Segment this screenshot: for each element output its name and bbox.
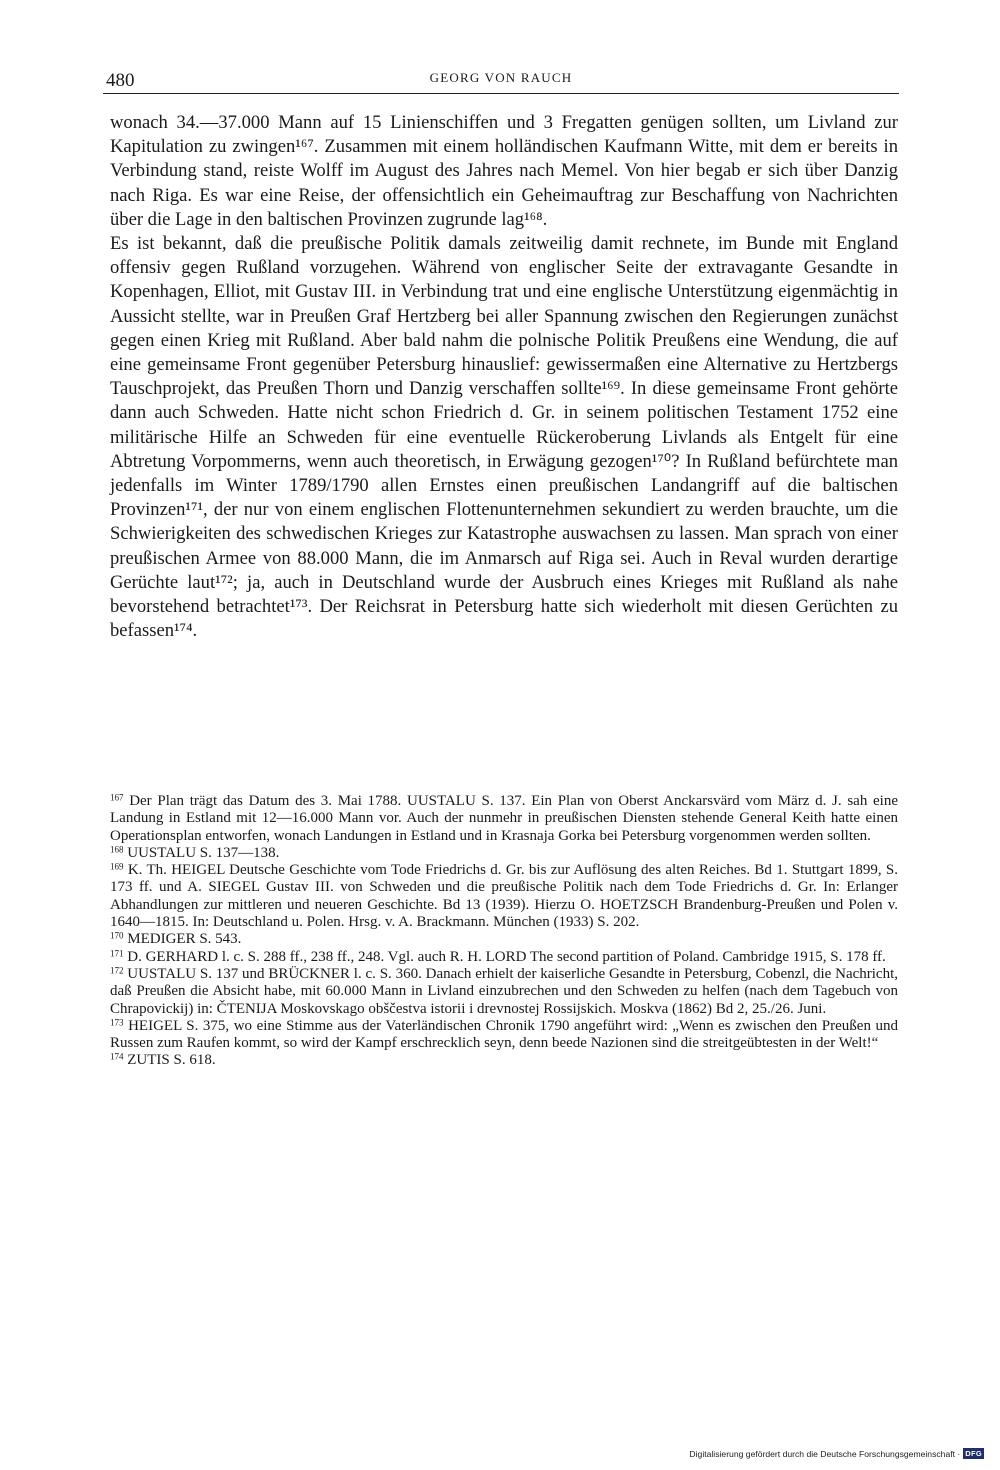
digitization-credit bbox=[689, 1448, 984, 1459]
page-header bbox=[103, 68, 899, 94]
footnote-number: 167 bbox=[110, 792, 124, 803]
footnote bbox=[110, 793, 898, 845]
footnote bbox=[110, 1018, 898, 1053]
footnote bbox=[110, 949, 898, 966]
footnote-number: 173 bbox=[110, 1017, 124, 1028]
footnotes bbox=[110, 793, 898, 1070]
footnote-text: HEIGEL S. 375, wo eine Stimme aus der Vaterländischen Chronik 1790 angeführt wird: „Wenn es zwischen den Preußen und Russen zum Raufen kommt, so wird der Kampf erschrecklich seyn, denn beede Nazionen sind die streitgeübtesten in der Welt!“ bbox=[110, 1017, 899, 1052]
footnote-text: ZUTIS S. 618. bbox=[127, 1052, 216, 1069]
footnote bbox=[110, 1052, 898, 1069]
footnote-number: 171 bbox=[110, 948, 124, 959]
footnote bbox=[110, 931, 898, 948]
footnote-text: UUSTALU S. 137—138. bbox=[127, 844, 280, 861]
footnote-text: UUSTALU S. 137 und BRÜCKNER l. c. S. 360. Danach erhielt der kaiserliche Gesandte in Petersburg, Cobenzl, die Nachricht, daß Preußen die Absicht habe, mit 60.000 Mann in Livland einzubrechen und den Schweden zu helfen (nach dem Tagebuch von Chrapovickij) in: ČTENIJA Moskovskago obščestva istorii i drevnostej Rossijskich. Moskva (1862) Bd 2, 25./26. Juni. bbox=[110, 965, 898, 1017]
footnote bbox=[110, 966, 898, 1018]
header-rule bbox=[103, 93, 899, 94]
body-text bbox=[110, 111, 898, 643]
footnote-number: 170 bbox=[110, 930, 124, 941]
footnote-number: 172 bbox=[110, 965, 124, 976]
footnote-text: Der Plan trägt das Datum des 3. Mai 1788. UUSTALU S. 137. Ein Plan von Oberst Anckarsvärd vom März d. J. sah eine Landung in Estland mit 12—16.000 Mann vor. Auch der nunmehr in preußischen Diensten stehende General Keith hatte einen Operationsplan entworfen, wonach Landungen in Estland und in Krasnaja Gorka bei Petersburg vorgenommen werden sollten. bbox=[110, 793, 898, 844]
footnote-text: MEDIGER S. 543. bbox=[127, 931, 242, 948]
footnote-text: D. GERHARD l. c. S. 288 ff., 238 ff., 248. Vgl. auch R. H. LORD The second partition of Poland. Cambridge 1915, S. 178 ff. bbox=[127, 948, 886, 965]
credit-text: Digitalisierung gefördert durch die Deutsche Forschungsgemeinschaft · bbox=[689, 1448, 961, 1459]
footnote bbox=[110, 845, 898, 862]
page-number: 480 bbox=[106, 70, 135, 91]
running-head: GEORG VON RAUCH bbox=[429, 70, 573, 85]
footnote-number: 174 bbox=[110, 1051, 124, 1062]
footnote-text: K. Th. HEIGEL Deutsche Geschichte vom Tode Friedrichs d. Gr. bis zur Auflösung des alten Reiches. Bd 1. Stuttgart 1899, S. 173 ff. und A. SIEGEL Gustav III. von Schweden und die preußische Politik nach dem Tode Friedrichs d. Gr. In: Erlanger Abhandlungen zur mittleren und neueren Geschichte. Bd 13 (1939). Hierzu O. HOETZSCH Brandenburg-Preußen und Polen v. 1640—1815. In: Deutschland u. Polen. Hrsg. v. A. Brackmann. München (1933) S. 202. bbox=[110, 862, 899, 931]
footnote-number: 169 bbox=[110, 861, 124, 872]
footnote bbox=[110, 862, 898, 931]
body-paragraph: Es ist bekannt, daß die preußische Politik damals zeitweilig damit rechnete, im Bunde mit England offensiv gegen Rußland vorzugehen. Während von englischer Seite der extravagante Gesandte in Kopenhagen, Elliot, mit Gustav III. in Verbindung trat und eine englische Unterstützung eigenmächtig in Aussicht stellte, war in Preußen Graf Hertzberg bei aller Spannung zwischen den Regierungen zunächst gegen einen Krieg mit Rußland. Aber bald nahm die polnische Politik Preußens eine Wendung, die auf eine gemeinsame Front gegenüber Petersburg hinauslief: gewissermaßen eine Alternative zu Hertzbergs Tauschprojekt, das Preußen Thorn und Danzig verschaffen sollte¹⁶⁹. In diese gemeinsame Front gehörte dann auch Schweden. Hatte nicht schon Friedrich d. Gr. in seinem politischen Testament 1752 eine militärische Hilfe an Schweden für eine eventuelle Rückeroberung Livlands als Entgelt für eine Abtretung Vorpommerns, wenn auch theoretisch, in Erwägung gezogen¹⁷⁰? In Rußland befürchtete man jedenfalls im Winter 1789/1790 allen Ernstes einen preußischen Landangriff auf die baltischen Provinzen¹⁷¹, der nur von einem englischen Flottenunternehmen sekundiert zu werden brauchte, um die Schwierigkeiten des schwedischen Krieges zur Katastrophe auswachsen zu lassen. Man sprach von einer preußischen Armee von 88.000 Mann, die im Anmarsch auf Riga sei. Auch in Reval wurden derartige Gerüchte laut¹⁷²; ja, auch in Deutschland wurde der Ausbruch eines Krieges mit Rußland als nahe bevorstehend betrachtet¹⁷³. Der Reichsrat in Petersburg hatte sich wiederholt mit diesen Gerüchten zu befassen¹⁷⁴. bbox=[110, 233, 898, 642]
footnote-number: 168 bbox=[110, 844, 124, 855]
body-paragraph: wonach 34.—37.000 Mann auf 15 Linienschiffen und 3 Fregatten genügen sollten, um Livland zur Kapitulation zu zwingen¹⁶⁷. Zusammen mit einem holländischen Kaufmann Witte, mit dem er bereits in Verbindung stand, reiste Wolff im August des Jahres nach Memel. Von hier begab er sich über Danzig nach Riga. Es war eine Reise, der offensichtlich ein Geheimauftrag zur Beschaffung von Nachrichten über die Lage in den baltischen Provinzen zugrunde lag¹⁶⁸. bbox=[110, 112, 898, 230]
dfg-logo: DFG bbox=[965, 1449, 982, 1458]
